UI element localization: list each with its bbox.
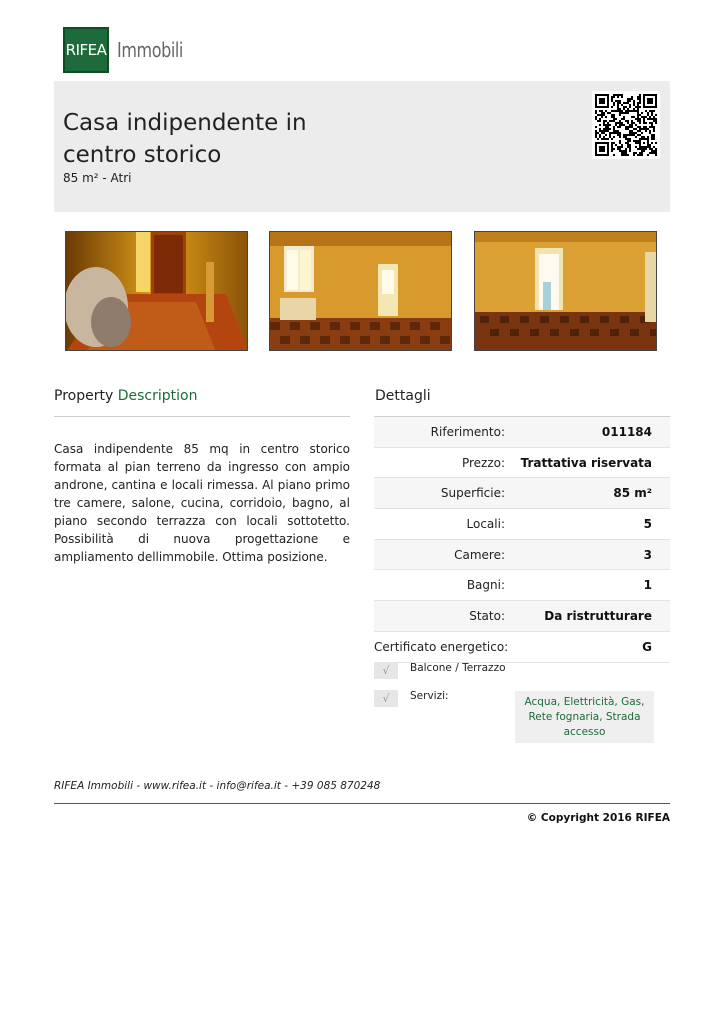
photo-room-doorway[interactable] [474, 231, 657, 351]
property-header [54, 81, 670, 212]
details-value: 3 [643, 547, 652, 562]
details-title: Dettagli [375, 388, 431, 404]
check-icon: √ [374, 690, 398, 707]
description-title-accent: Description [117, 388, 198, 404]
servizi-list: Acqua, Elettricità, Gas, Rete fognaria, Strada accesso [515, 691, 654, 743]
copyright: © Copyright 2016 RIFEA [526, 812, 670, 824]
details-row [374, 570, 670, 601]
details-row [374, 540, 670, 571]
details-row [374, 417, 670, 448]
feature-servizi [374, 690, 449, 707]
details-label: Riferimento: [430, 424, 505, 439]
logo[interactable] [63, 27, 199, 73]
details-table [374, 417, 670, 663]
qr-code [592, 91, 660, 159]
details-label: Locali: [466, 516, 505, 531]
photo-gallery [65, 231, 657, 351]
details-value: 011184 [601, 424, 652, 439]
photo-entrance-hall[interactable] [65, 231, 248, 351]
feature-balcone [374, 662, 506, 679]
details-row [374, 509, 670, 540]
property-subtitle: 85 m² - Atri [63, 171, 132, 185]
details-row [374, 632, 670, 663]
details-label: Superficie: [440, 486, 505, 501]
details-row [374, 478, 670, 509]
details-label: Stato: [469, 608, 505, 623]
logo-text: Immobili [117, 38, 183, 62]
details-row [374, 448, 670, 479]
details-value: 1 [643, 578, 652, 593]
check-icon: √ [374, 662, 398, 679]
logo-mark: RIFEA [63, 27, 109, 73]
details-label: Camere: [454, 547, 505, 562]
feature-label: Balcone / Terrazzo [410, 662, 506, 674]
description-text: Casa indipendente 85 mq in centro storico formata al pian terreno da ingresso con ampio androne, cantina e locali rimessa. Al piano primo tre camere, salone, cucina, corridoio, bagno, al piano secondo terrazza con locali sottotetto. Possibilità di nuova progettazione e ampliamento dellimmobile. Ottima posizione. [54, 442, 350, 564]
description-title [54, 388, 197, 404]
photo-room-window[interactable] [269, 231, 452, 351]
details-value: 5 [643, 516, 652, 531]
page-title: Casa indipendente in centro storico [63, 110, 307, 168]
details-value: 85 m² [613, 486, 652, 501]
details-value: G [642, 639, 652, 654]
description-title-plain: Property [54, 388, 114, 404]
details-value: Da ristrutturare [544, 608, 652, 623]
feature-label: Servizi: [410, 690, 449, 702]
details-label: Prezzo: [461, 455, 505, 470]
details-label: Certificato energetico: [374, 639, 509, 654]
details-label: Bagni: [466, 578, 505, 593]
details-value: Trattativa riservata [520, 455, 652, 470]
details-row [374, 601, 670, 632]
description-divider [54, 416, 350, 417]
footer-divider [54, 803, 670, 804]
footer-contact: RIFEA Immobili - www.rifea.it - info@rifea.it - +39 085 870248 [54, 780, 381, 792]
